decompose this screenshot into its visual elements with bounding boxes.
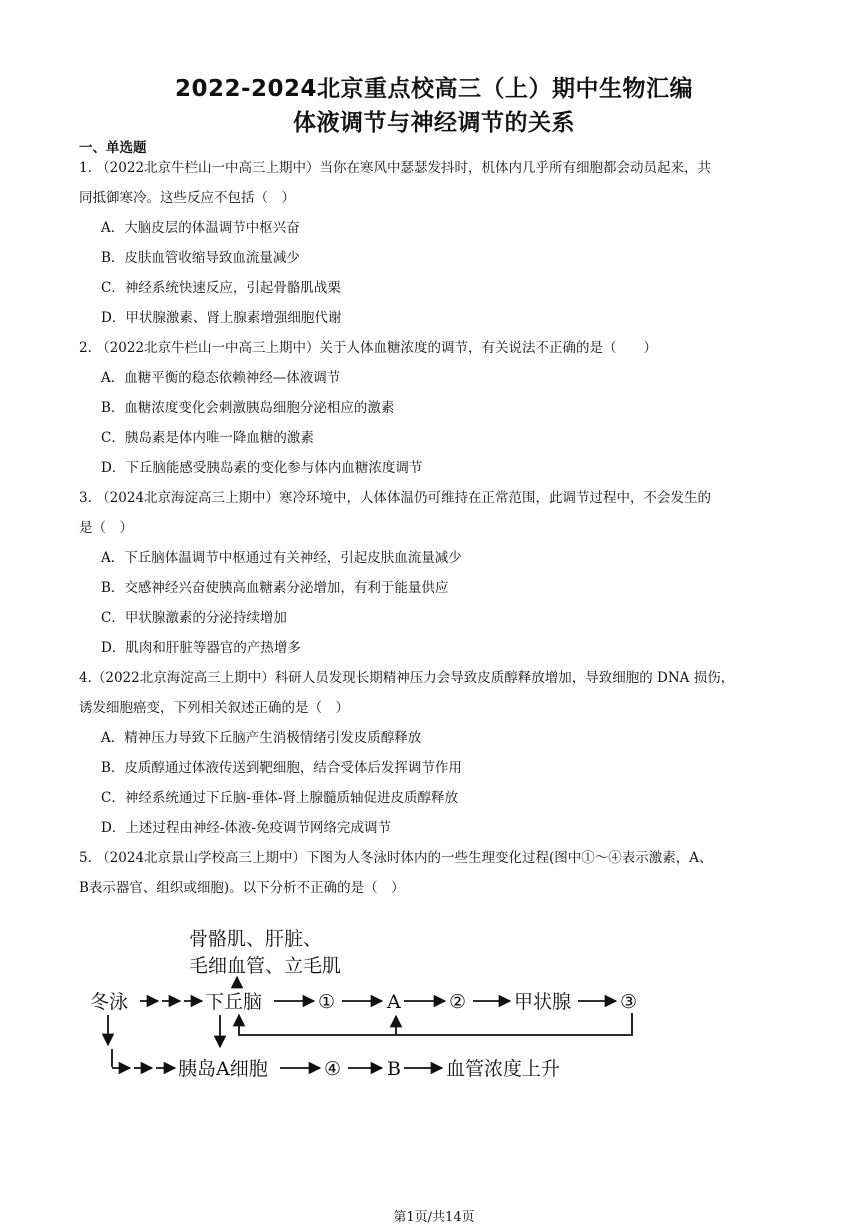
question-3-stem-line-2: 是（ ） [79, 520, 133, 536]
question-3-stem-line-1: 3. （2024北京海淀高三上期中）寒冷环境中，人体体温仍可维持在正常范围，此调节过程中，不会发生的 [79, 490, 712, 506]
physiology-flow-diagram [80, 915, 670, 1095]
page-footer: 第1页/共14页 [393, 1210, 475, 1225]
result-node: 血管浓度上升 [446, 1058, 561, 1080]
question-3-option-a: A．下丘脑体温调节中枢通过有关神经，引起皮肤血流量减少 [101, 550, 462, 566]
question-2-option-c: C．胰岛素是体内唯一降血糖的激素 [101, 430, 314, 446]
section-heading: 一、单选题 [79, 140, 147, 156]
organ-a-node: A [387, 991, 401, 1013]
organ-b-node: B [387, 1058, 401, 1080]
hormone-1-node: ① [318, 991, 336, 1013]
question-4-option-a: A．精神压力导致下丘脑产生消极情绪引发皮质醇释放 [101, 730, 422, 746]
winter-swim-node: 冬泳 [90, 991, 129, 1013]
question-3-option-b: B．交感神经兴奋使胰高血糖素分泌增加，有利于能量供应 [101, 580, 449, 596]
hormone-2-node: ② [449, 991, 467, 1013]
islet-a-cell-node: 胰岛A细胞 [178, 1058, 268, 1080]
question-2-stem-line-1: 2. （2022北京牛栏山一中高三上期中）关于人体血糖浓度的调节，有关说法不正确的是（ ） [79, 340, 658, 356]
question-2-option-a: A．血糖平衡的稳态依赖神经—体液调节 [101, 370, 341, 386]
question-1-option-a: A．大脑皮层的体温调节中枢兴奋 [101, 220, 300, 236]
question-1-option-b: B．皮肤血管收缩导致血流量减少 [101, 250, 300, 266]
effector-label-line-1: 骨骼肌、肝脏、 [189, 928, 323, 950]
page-subtitle: 体液调节与神经调节的关系 [293, 110, 575, 136]
question-4-option-c: C．神经系统通过下丘脑-垂体-肾上腺髓质轴促进皮质醇释放 [101, 790, 458, 806]
question-2-option-b: B．血糖浓度变化会刺激胰岛细胞分泌相应的激素 [101, 400, 395, 416]
question-3-option-c: C．甲状腺激素的分泌持续增加 [101, 610, 287, 626]
question-4-option-d: D．上述过程由神经-体液-免疫调节网络完成调节 [101, 820, 391, 836]
question-4-stem-line-2: 诱发细胞癌变，下列相关叙述正确的是（ ） [79, 700, 349, 716]
question-2-option-d: D．下丘脑能感受胰岛素的变化参与体内血糖浓度调节 [101, 460, 423, 476]
question-1-option-c: C．神经系统快速反应，引起骨骼肌战栗 [101, 280, 341, 296]
effector-label-line-2: 毛细血管、立毛肌 [189, 955, 342, 977]
thyroid-node: 甲状腺 [514, 991, 572, 1013]
page-title: 2022-2024北京重点校高三（上）期中生物汇编 [174, 76, 694, 102]
hormone-3-node: ③ [620, 991, 638, 1013]
hormone-4-node: ④ [324, 1058, 342, 1080]
question-5-stem-line-2: B表示器官、组织或细胞)。以下分析不正确的是（ ） [79, 880, 405, 896]
question-1-option-d: D．甲状腺激素、肾上腺素增强细胞代谢 [101, 310, 342, 326]
question-4-stem-line-1: 4.（2022北京海淀高三上期中）科研人员发现长期精神压力会导致皮质醇释放增加，导致细胞的 DNA 损伤， [79, 670, 735, 686]
question-4-option-b: B．皮质醇通过体液传送到靶细胞，结合受体后发挥调节作用 [101, 760, 462, 776]
hypothalamus-node: 下丘脑 [205, 991, 263, 1013]
question-5-stem-line-1: 5. （2024北京景山学校高三上期中）下图为人冬泳时体内的一些生理变化过程(图中①～④表示激素，A、 [79, 850, 713, 866]
question-1-stem-line-2: 同抵御寒冷。这些反应不包括（ ） [79, 190, 295, 206]
question-3-option-d: D．肌肉和肝脏等器官的产热增多 [101, 640, 301, 656]
feedback-line-3-to-hypothalamus [239, 1013, 632, 1035]
question-1-stem-line-1: 1. （2022北京牛栏山一中高三上期中）当你在寒风中瑟瑟发抖时，机体内几乎所有细胞都会动员起来，共 [79, 160, 712, 176]
